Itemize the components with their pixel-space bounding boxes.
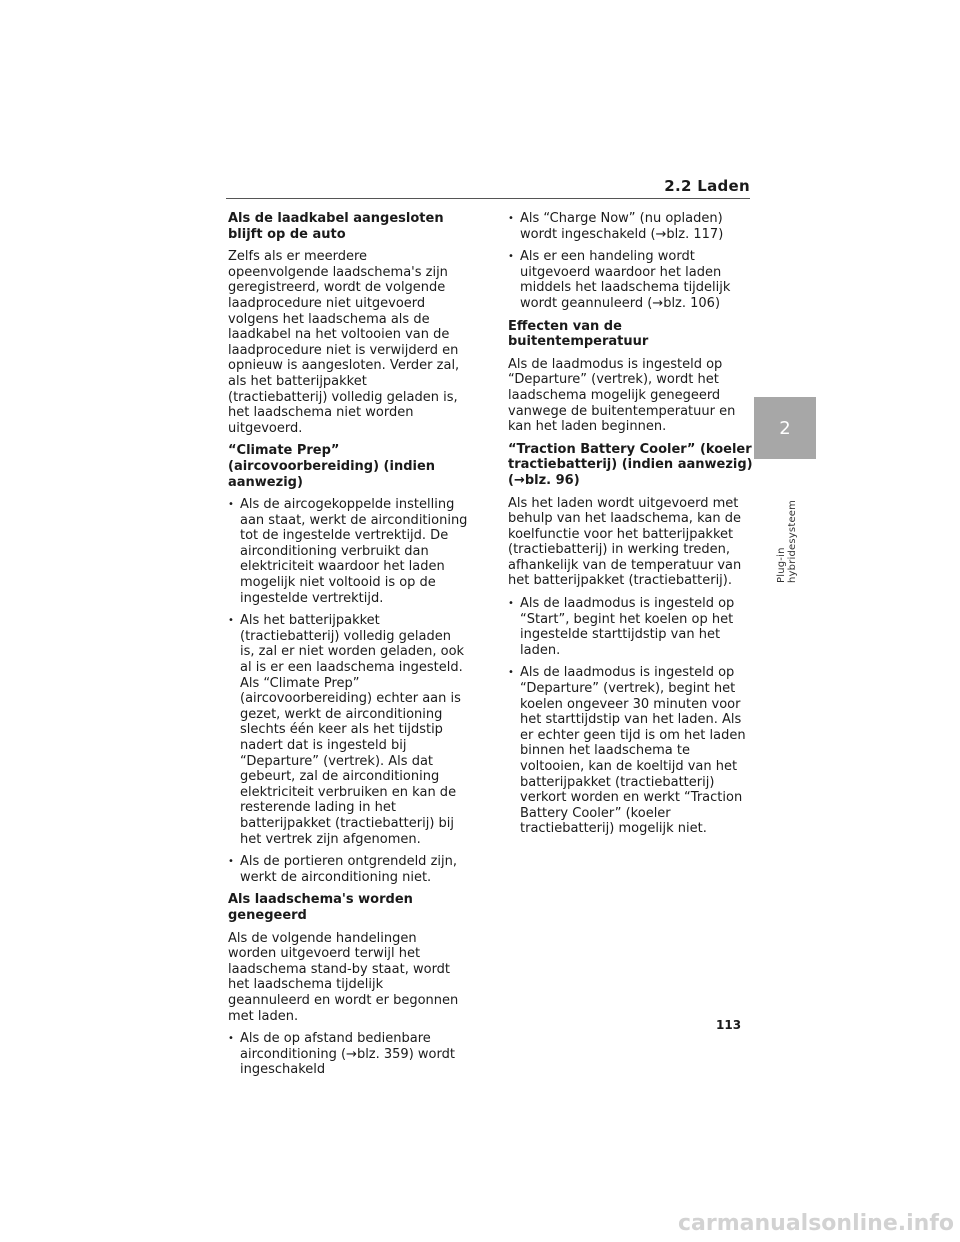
paragraph-battery-cooler: Als het laden wordt uitgevoerd met behulp van het laadschema, kan de koelfunctie voor het batterijpakket (tractiebatterij) in werking treden, afhankelijk van de temperatuur van het batterijpakket (tractiebatterij). bbox=[508, 495, 742, 589]
list-item: • Als de laadmodus is ingesteld op “Departure” (vertrek), begint het koelen ongeveer 30 minuten voor het starttijdstip van het laden. Als er echter geen tijd is om het laden binnen het laadschema te voltooien, kan de koeltijd van het batterijpakket (tractiebatterij) verkort worden en werkt “Traction Battery Cooler” (koeler tractiebatterij) mogelijk niet. bbox=[508, 665, 753, 837]
paragraph-genegeerd: Als de volgende handelingen worden uitgevoerd terwijl het laadschema stand-by staat, wordt het laadschema tijdelijk geannuleerd en wordt er begonnen met laden. bbox=[228, 930, 459, 1024]
heading-laadkabel: Als de laadkabel aangesloten blijft op de auto bbox=[228, 211, 444, 242]
list-item: • Als de op afstand bedienbare airconditioning (→blz. 359) wordt ingeschakeld bbox=[228, 1031, 468, 1078]
list-climate-prep bbox=[228, 497, 468, 885]
list-item: • Als “Charge Now” (nu opladen) wordt ingeschakeld (→blz. 117) bbox=[508, 211, 753, 242]
paragraph-laadkabel: Zelfs als er meerdere opeenvolgende laadschema's zijn geregistreerd, wordt de volgende laadprocedure niet uitgevoerd volgens het laadschema als de laadkabel na het voltooien van de laadprocedure niet is verwijderd en opnieuw is aangesloten. Verder zal, als het batterijpakket (tractiebatterij) volledig geladen is, het laadschema niet worden uitgevoerd. bbox=[228, 249, 460, 436]
page-number: 113 bbox=[716, 1018, 742, 1032]
list-item: • Als er een handeling wordt uitgevoerd waardoor het laden middels het laadschema tijdelijk wordt geannuleerd (→blz. 106) bbox=[508, 249, 753, 311]
chapter-number: 2 bbox=[779, 417, 791, 439]
section-title: 2.2 Laden bbox=[664, 177, 750, 195]
paragraph-buitentemperatuur: Als de laadmodus is ingesteld op “Departure” (vertrek), wordt het laadschema mogelijk genegeerd vanwege de buitentemperatuur en kan het laden beginnen. bbox=[508, 356, 736, 435]
watermark: carmanualsonline.info bbox=[678, 1211, 954, 1236]
left-column bbox=[228, 211, 468, 1085]
header-divider bbox=[226, 198, 750, 199]
list-genegeerd bbox=[228, 1031, 468, 1078]
heading-battery-cooler: “Traction Battery Cooler” (koeler tractiebatterij) (indien aanwezig) (→blz. 96) bbox=[508, 441, 753, 488]
heading-climate-prep: “Climate Prep” (aircovoorbereiding) (indien aanwezig) bbox=[228, 443, 436, 490]
chapter-label: Plug-in hybridesysteem bbox=[776, 499, 798, 583]
right-column bbox=[508, 211, 753, 844]
heading-genegeerd: Als laadschema's worden genegeerd bbox=[228, 892, 413, 923]
list-genegeerd-continued bbox=[508, 211, 753, 312]
list-item: • Als de laadmodus is ingesteld op “Start”, begint het koelen op het ingestelde starttijdstip van het laden. bbox=[508, 596, 753, 658]
list-item: • Als het batterijpakket (tractiebatterij) volledig geladen is, zal er niet worden geladen, ook al is er een laadschema ingesteld. Als “Climate Prep” (aircovoorbereiding) echter aan is gezet, werkt de airconditioning slechts één keer als het tijdstip nadert dat is ingesteld bij “Departure” (vertrek). Als dat gebeurt, zal de airconditioning elektriciteit verbruiken en kan de resterende lading in het batterijpakket (tractiebatterij) bij het vertrek zijn afgenomen. bbox=[228, 613, 468, 847]
heading-buitentemperatuur: Effecten van de buitentemperatuur bbox=[508, 318, 649, 350]
list-item: • Als de aircogekoppelde instelling aan staat, werkt de airconditioning tot de ingestelde vertrektijd. De airconditioning verbruikt dan elektriciteit waardoor het laden mogelijk niet voltooid is op de ingestelde vertrektijd. bbox=[228, 497, 468, 606]
list-item: • Als de portieren ontgrendeld zijn, werkt de airconditioning niet. bbox=[228, 854, 468, 885]
list-battery-cooler bbox=[508, 596, 753, 837]
chapter-tab bbox=[754, 397, 816, 459]
